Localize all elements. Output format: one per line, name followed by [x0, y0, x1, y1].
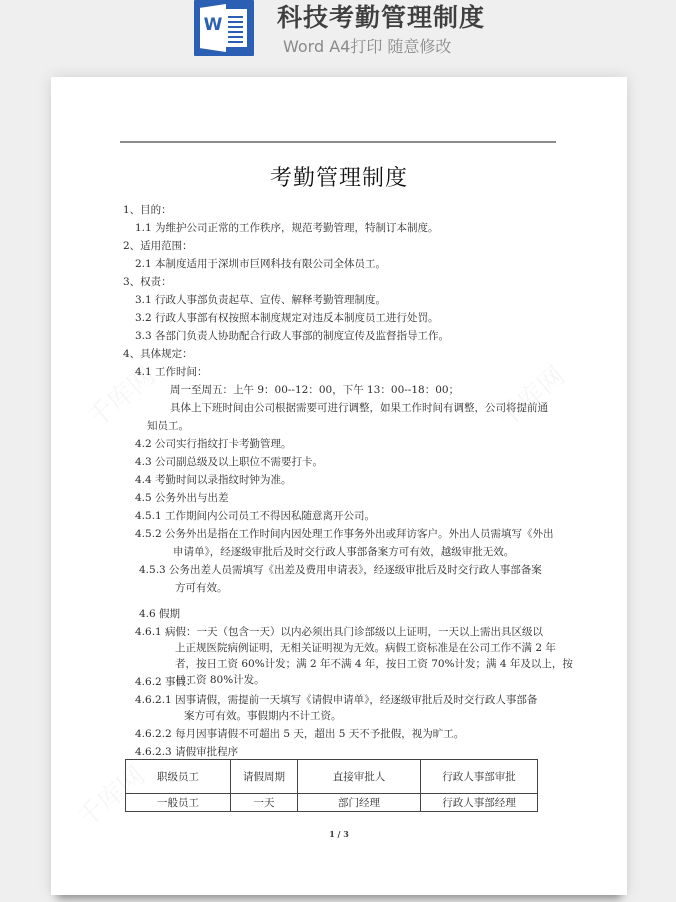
watermark — [488, 356, 572, 434]
document-line: 4.3 公司副总级及以上职位不需要打卡。 — [135, 456, 324, 468]
word-app-icon — [194, 0, 254, 56]
document-line: 4.5.2 公务外出是指在工作时间内因处理工作事务外出或拜访客户。外出人员需填写《外出 — [135, 528, 554, 540]
document-line: 者，按日工资 60%计发；满 2 年不满 4 年，按日工资 70%计发；满 4 年及以上，按 — [175, 658, 573, 670]
document-line: 具体上下班时间由公司根据需要可进行调整，如果工作时间有调整，公司将提前通 — [170, 402, 548, 414]
document-line: 1、目的： — [123, 204, 172, 216]
document-line: 4.6.2.2 每月因事请假不可超出 5 天，超出 5 天不予批假，视为旷工。 — [135, 728, 465, 740]
table-cell: 行政人事部经理 — [421, 794, 538, 812]
document-line: 上正规医院病例证明，无相关证明视为无效。病假工资标准是在公司工作不满 2 年 — [175, 642, 556, 654]
document-line: 方可有效。 — [175, 582, 228, 594]
document-line: 4.5.3 公务出差人员需填写《出差及费用申请表》，经逐级审批后及时交行政人事部备案 — [139, 564, 542, 576]
table-cell: 部门经理 — [298, 794, 421, 812]
table-header-cell: 直接审批人 — [298, 760, 421, 794]
leave-approval-table — [125, 759, 538, 812]
document-line: 3.1 行政人事部负责起草、宣传、解释考勤管理制度。 — [135, 294, 387, 306]
header-rule — [120, 141, 556, 143]
document-line: 4.6.2 事假： — [135, 676, 197, 688]
document-line: 知员工。 — [147, 420, 189, 432]
document-line: 4.2 公司实行指纹打卡考勤管理。 — [135, 438, 292, 450]
table-header-cell: 职级员工 — [126, 760, 231, 794]
document-line: 4.6.2.1 因事请假，需提前一天填写《请假申请单》，经逐级审批后及时交行政人事部备 — [135, 694, 538, 706]
word-letter: W — [203, 15, 223, 35]
document-line: 4.1 工作时间： — [135, 366, 208, 378]
document-line: 日工资 80%计发。 — [175, 674, 265, 686]
table-row — [126, 794, 538, 812]
banner — [0, 0, 676, 62]
document-line: 4.5.1 工作期间内公司员工不得因私随意离开公司。 — [135, 510, 376, 522]
document-line: 4.4 考勤时间以录指纹时钟为准。 — [135, 474, 292, 486]
table-header-cell: 行政人事部审批 — [421, 760, 538, 794]
document-line: 4.6.1 病假：一天（包含一天）以内必须出具门诊部级以上证明，一天以上需出具区级以 — [135, 626, 544, 638]
document-line: 4.6.2.3 请假审批程序 — [135, 746, 239, 758]
table-cell: 一天 — [231, 794, 298, 812]
document-line: 3.2 行政人事部有权按照本制度规定对违反本制度员工进行处罚。 — [135, 312, 439, 324]
document-line: 2、适用范围： — [123, 240, 193, 252]
table-header-cell: 请假周期 — [231, 760, 298, 794]
document-title: 考勤管理制度 — [269, 166, 408, 191]
page-indicator: 1 / 3 — [329, 829, 349, 839]
table-cell: 一般员工 — [126, 794, 231, 812]
document-line: 申请单》，经逐级审批后及时交行政人事部备案方可有效，越级审批无效。 — [173, 546, 515, 558]
document-line: 2.1 本制度适用于深圳市巨网科技有限公司全体员工。 — [135, 258, 387, 270]
document-line: 3.3 各部门负责人协助配合行政人事部的制度宣传及监督指导工作。 — [135, 330, 450, 342]
document-page — [51, 77, 627, 895]
table-header-row — [126, 760, 538, 794]
document-line: 4、具体规定： — [123, 348, 193, 360]
document-line: 4.5 公务外出与出差 — [135, 492, 229, 504]
document-line: 周一至周五：上午 9：00--12：00，下午 13：00--18：00； — [170, 384, 460, 396]
banner-title: 科技考勤管理制度 — [277, 3, 486, 32]
document-line: 4.6 假期 — [139, 608, 181, 620]
document-line: 案方可有效。事假期内不计工资。 — [184, 710, 342, 722]
document-line: 3、权责： — [123, 276, 172, 288]
banner-subtitle: Word A4打印 随意修改 — [283, 37, 452, 56]
document-line: 1.1 为维护公司正常的工作秩序，规范考勤管理，特制订本制度。 — [135, 222, 439, 234]
